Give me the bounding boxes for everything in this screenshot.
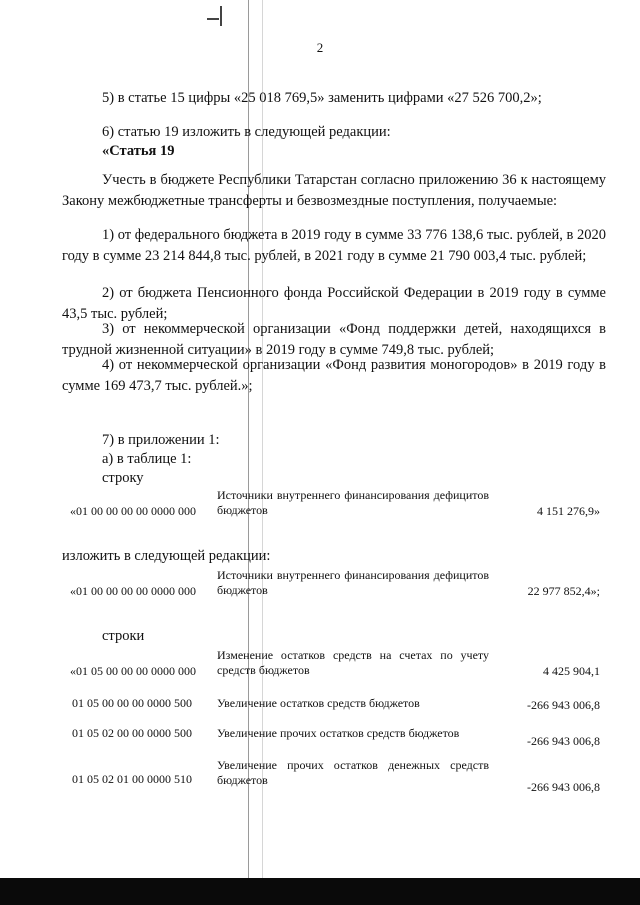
- scan-mark: [207, 18, 219, 20]
- table-row-new: [62, 568, 606, 602]
- label-stroki: строки: [102, 628, 145, 644]
- row-code: 01 05 02 01 00 0000 510: [72, 772, 192, 786]
- table-row: [62, 758, 606, 792]
- scan-bottom-edge: [0, 878, 640, 905]
- article-intro: Учесть в бюджете Республики Татарстан согласно приложению 36 к настоящему Закону межбюджетные трансферты и безвозмездные поступления, получаемые:: [62, 172, 606, 209]
- row-code: «01 00 00 00 00 0000 000: [70, 504, 196, 518]
- paragraph-7: 7) в приложении 1:: [102, 432, 220, 448]
- row-value: 22 977 852,4»;: [527, 584, 600, 598]
- table-row-old: [62, 488, 606, 522]
- row-value: -266 943 006,8: [527, 698, 600, 712]
- row-value: -266 943 006,8: [527, 734, 600, 748]
- row-name: Источники внутреннего финансирования дефицитов бюджетов: [217, 488, 489, 517]
- article-item-1: 1) от федерального бюджета в 2019 году в сумме 33 776 138,6 тыс. рублей, в 2020 году в сумме 23 214 844,8 тыс. рублей, в 2021 году в сумме 21 790 003,4 тыс. рублей;: [62, 227, 606, 264]
- row-name: Увеличение остатков средств бюджетов: [217, 696, 420, 710]
- article-item-4: 4) от некоммерческой организации «Фонд развития моногородов» в 2019 году в сумме 169 473,7 тыс. рублей.»;: [62, 357, 606, 394]
- table-row: [62, 696, 606, 716]
- row-name: Увеличение прочих остатков денежных средств бюджетов: [217, 758, 489, 787]
- row-name: Изменение остатков средств на счетах по учету средств бюджетов: [217, 648, 489, 677]
- article-title: «Статья 19: [102, 143, 175, 159]
- table-row: [62, 726, 606, 748]
- label-stroku: строку: [102, 470, 144, 486]
- article-item-3: 3) от некоммерческой организации «Фонд поддержки детей, находящихся в трудной жизненной ситуации» в 2019 году в сумме 749,8 тыс. рублей;: [62, 321, 606, 358]
- row-code: «01 00 00 00 00 0000 000: [70, 584, 196, 598]
- paragraph-6: 6) статью 19 изложить в следующей редакции:: [102, 124, 391, 140]
- scan-mark-vertical: [220, 6, 222, 26]
- replace-text: изложить в следующей редакции:: [62, 548, 271, 564]
- row-name: Источники внутреннего финансирования дефицитов бюджетов: [217, 568, 489, 597]
- row-code: 01 05 02 00 00 0000 500: [72, 726, 192, 740]
- page-number: 2: [316, 40, 324, 55]
- row-code: 01 05 00 00 00 0000 500: [72, 696, 192, 710]
- row-code: «01 05 00 00 00 0000 000: [70, 664, 196, 678]
- paragraph-7a: а) в таблице 1:: [102, 451, 192, 467]
- row-name: Увеличение прочих остатков средств бюджетов: [217, 726, 460, 740]
- article-item-2: 2) от бюджета Пенсионного фонда Российской Федерации в 2019 году в сумме 43,5 тыс. рублей;: [62, 285, 606, 322]
- table-row: [62, 648, 606, 682]
- row-value: 4 151 276,9»: [537, 504, 600, 518]
- paragraph-5: 5) в статье 15 цифры «25 018 769,5» заменить цифрами «27 526 700,2»;: [102, 90, 542, 106]
- row-value: 4 425 904,1: [543, 664, 600, 678]
- row-value: -266 943 006,8: [527, 780, 600, 794]
